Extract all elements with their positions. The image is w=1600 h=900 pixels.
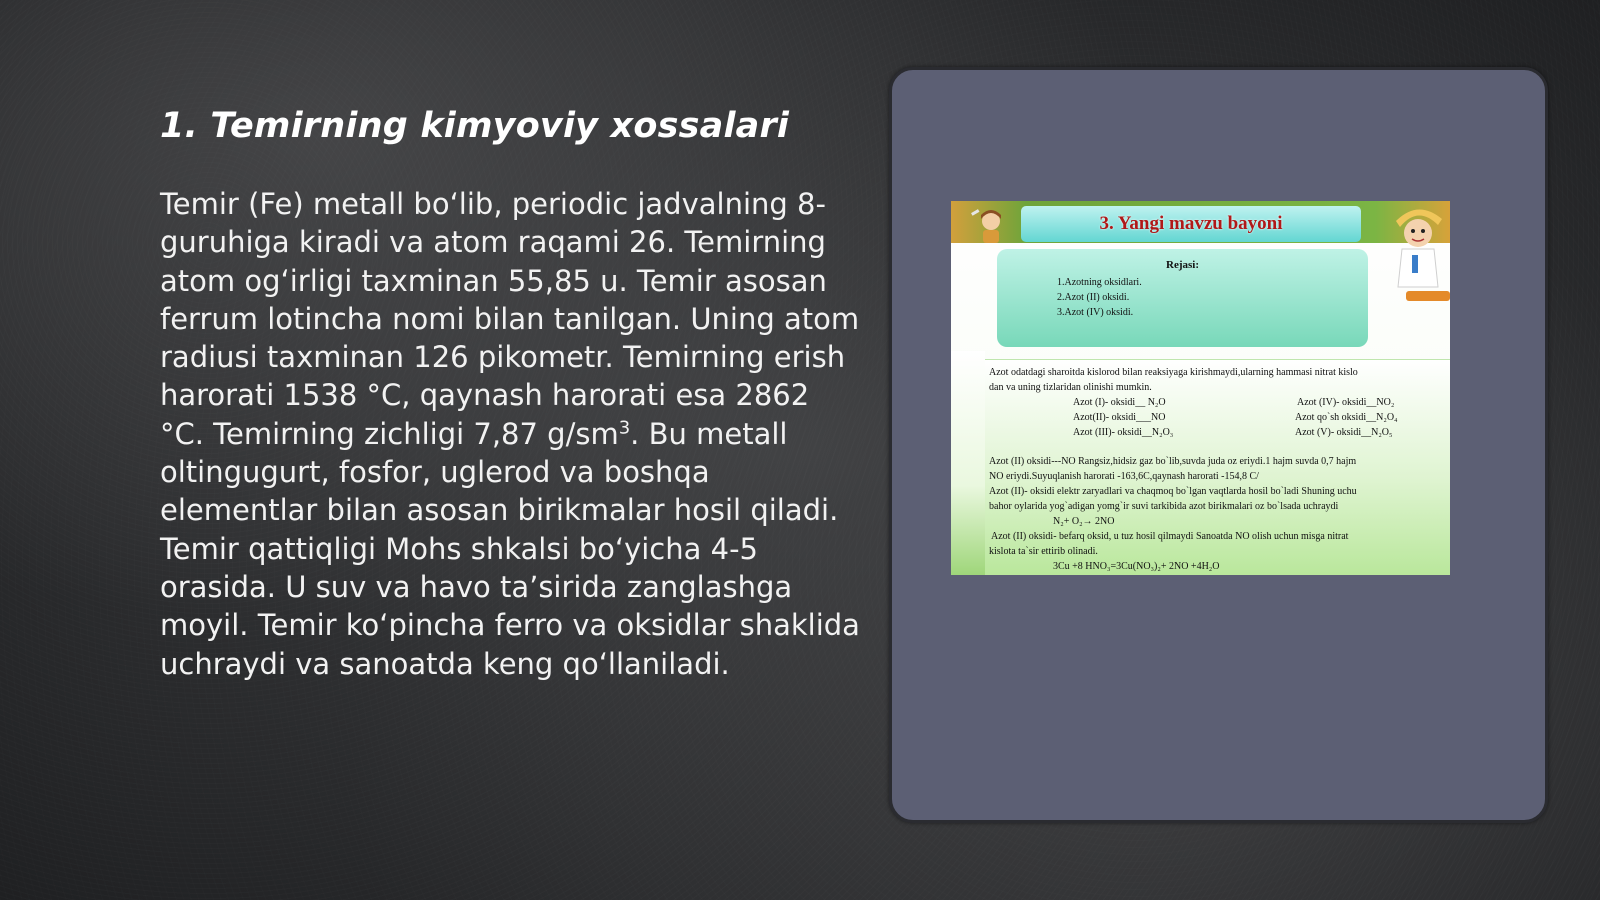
detail-line: Azot (II) oksidi---NO Rangsiz,hidsiz gaz bo`lib,suvda juda oz eriydi.1 hajm suvda 0,7 hajm	[989, 456, 1357, 467]
oxide-left: Azot (III)- oksidi__N₂O₃	[1073, 427, 1174, 438]
detail-line: kislota ta`sir ettirib olinadi.	[989, 546, 1098, 557]
reaction-line: 3Cu +8 HNO₃=3Cu(NO₃)₂+ 2NO +4H₂O	[1053, 561, 1220, 572]
slide-header-box	[1021, 206, 1361, 242]
detail-line: Azot (II)- oksidi elektr zaryadlari va chaqmoq bo`lgan vaqtlarda hosil bo`ladi Shuning uchu	[989, 486, 1357, 497]
slide-title: 1. Temirning kimyoviy xossalari	[160, 106, 790, 146]
body-text-part-1: Temir (Fe) metall bo‘lib, periodic jadvalning 8-guruhiga kiradi va atom raqami 26. Temirning atom og‘irligi taxminan 55,85 u. Temir asosan ferrum lotincha nomi bilan tanilgan. Uning atom radiusi taxminan 126 pikometr. Temirning erish harorati 1538 °C, qaynash harorati esa 2862 °C. Temirning zichligi 7,87 g/sm	[160, 187, 860, 451]
cartoon-scientist-icon	[1386, 207, 1450, 305]
embedded-slide-image	[951, 201, 1450, 575]
plan-box	[997, 249, 1368, 347]
cartoon-girl-icon	[967, 205, 1011, 245]
body-paragraph	[160, 185, 860, 683]
detail-line: bahor oylarida yog`adigan yomg`ir suvi tarkibida azot birikmalari oz bo`lsada uchraydi	[989, 501, 1339, 512]
slide-header-title: 3. Yangi mavzu bayoni	[1099, 213, 1283, 234]
plan-item: 2.Azot (II) oksidi.	[1057, 292, 1130, 303]
detail-line: NO eriydi.Suyuqlanish harorati -163,6C,qaynash harorati -154,8 C/	[989, 471, 1259, 482]
detail-line: Azot (II) oksidi- befarq oksid, u tuz hosil qilmaydi Sanoatda NO olish uchun misga nitrat	[991, 531, 1349, 542]
reaction-line: N₂+ O₂→ 2NO	[1053, 516, 1115, 527]
oxide-left: Azot (I)- oksidi__ N₂O	[1073, 397, 1166, 408]
slide-content-area	[985, 359, 1450, 575]
plan-item: 3.Azot (IV) oksidi.	[1057, 307, 1134, 318]
oxide-left: Azot(II)- oksidi___NO	[1073, 412, 1166, 423]
intro-line: Azot odatdagi sharoitda kislorod bilan reaksiyaga kirishmaydi,ularning hammasi nitrat kislo	[989, 367, 1358, 378]
oxide-right: Azot (V)- oksidi__N₂O₅	[1295, 427, 1393, 438]
oxide-right: Azot qo`sh oksidi__N₂O₄	[1295, 412, 1398, 423]
plan-item: 1.Azotning oksidlari.	[1057, 277, 1142, 288]
plan-list	[1057, 275, 1142, 320]
slide-left-accent	[951, 351, 985, 575]
plan-title: Rejasi:	[1166, 259, 1199, 271]
oxide-right: Azot (IV)- oksidi__NO₂	[1297, 397, 1395, 408]
intro-line: dan va uning tizlaridan olinishi mumkin.	[989, 382, 1152, 393]
body-text-part-2: . Bu metall oltingugurt, fosfor, uglerod va boshqa elementlar bilan asosan birikmalar hosil qiladi. Temir qattiqligi Mohs shkalsi bo‘yicha 4-5 orasida. U suv va havo ta’sirida zanglashga moyil. Temir ko‘pincha ferro va oksidlar shaklida uchraydi va sanoatda keng qo‘llaniladi.	[160, 416, 860, 681]
body-superscript: 3	[618, 417, 631, 439]
